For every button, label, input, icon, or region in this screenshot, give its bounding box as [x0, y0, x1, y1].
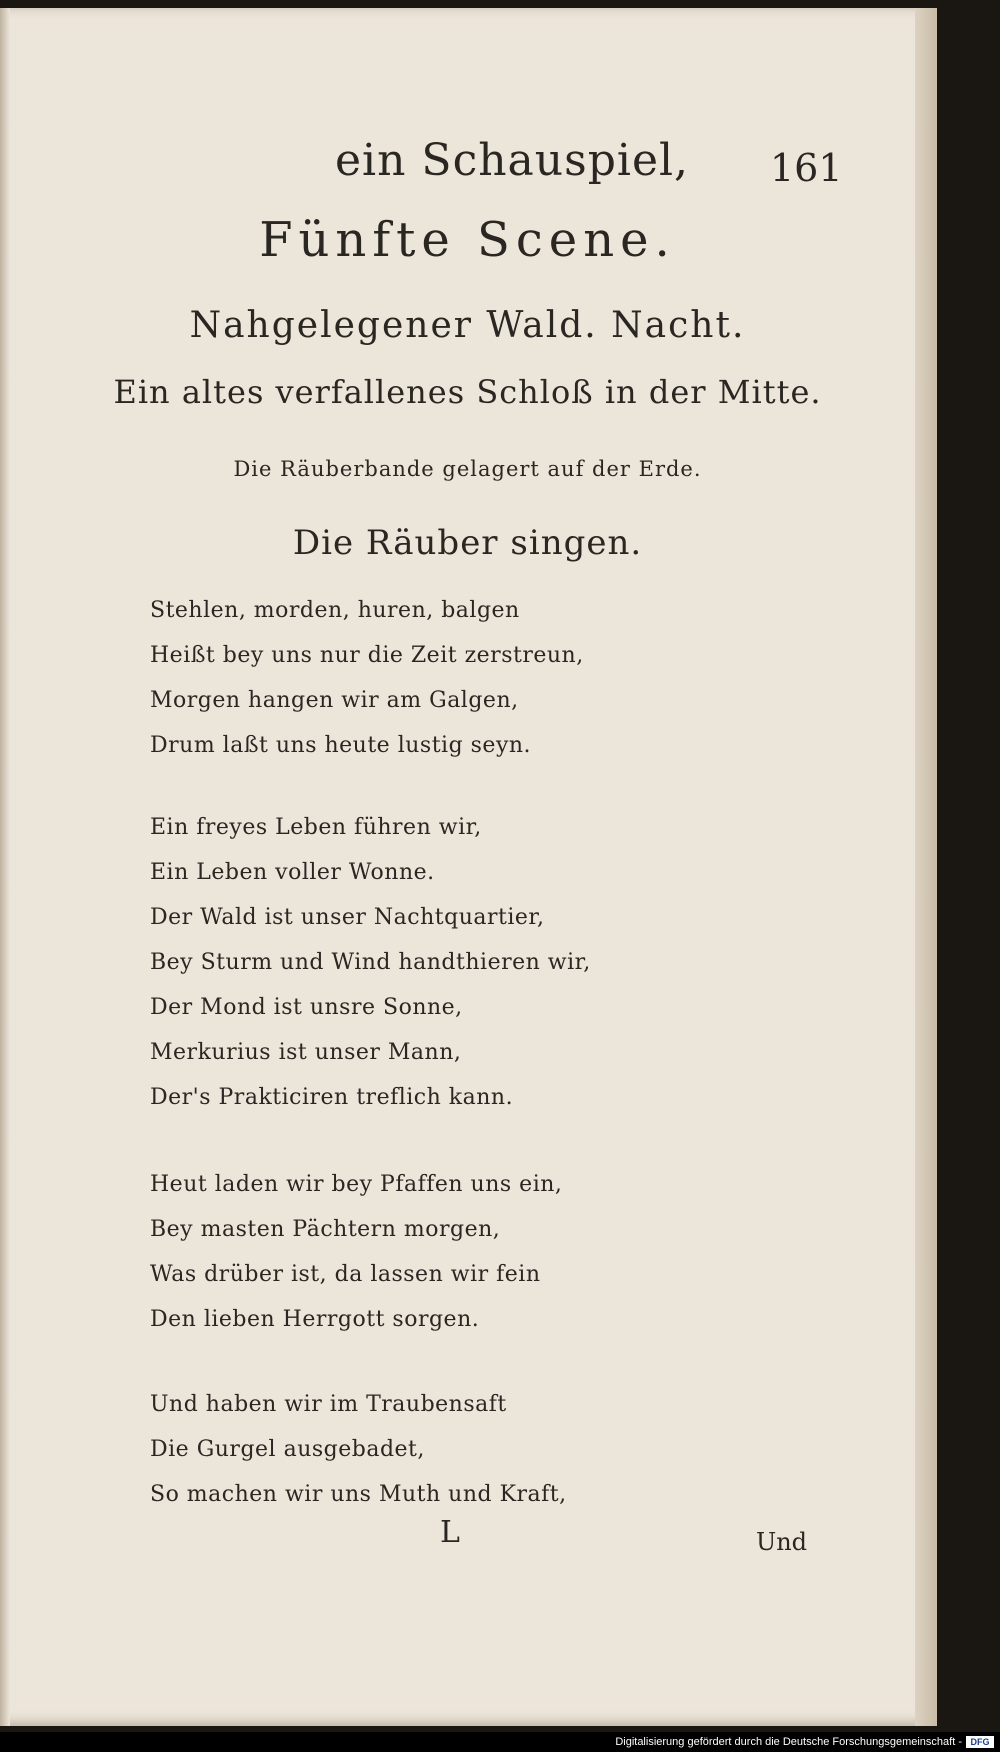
song-intro: Die Räuber singen.	[292, 523, 643, 563]
catchword: Und	[756, 1528, 808, 1556]
scene-title: Fünfte Scene.	[259, 212, 676, 268]
setting-line-1: Nahgelegener Wald. Nacht.	[189, 305, 746, 346]
footer-credit-text: Digitalisierung gefördert durch die Deutsche Forschungsgemeinschaft -	[615, 1736, 962, 1748]
verse-line: Bey masten Pächtern morgen,	[150, 1217, 501, 1242]
verse-line: Ein Leben voller Wonne.	[150, 860, 435, 885]
digitization-footer	[0, 1732, 1000, 1752]
page-number: 161	[770, 146, 843, 190]
verse-line: Der's Prakticiren treflich kann.	[150, 1085, 514, 1110]
verse-line: Heut laden wir bey Pfaffen uns ein,	[150, 1172, 563, 1197]
verse-line: Was drüber ist, da lassen wir fein	[150, 1262, 541, 1287]
verse-line: Den lieben Herrgott sorgen.	[150, 1307, 480, 1332]
verse-line: Drum laßt uns heute lustig seyn.	[150, 733, 532, 758]
verse-line: Bey Sturm und Wind handthieren wir,	[150, 950, 591, 975]
verse-line: So machen wir uns Muth und Kraft,	[150, 1482, 567, 1507]
verse-line: Merkurius ist unser Mann,	[150, 1040, 462, 1065]
setting-line-2: Ein altes verfallenes Schloß in der Mitte.	[113, 373, 822, 411]
running-head: ein Schauspiel,	[335, 135, 690, 186]
verse-line: Der Mond ist unsre Sonne,	[150, 995, 463, 1020]
verse-line: Ein freyes Leben führen wir,	[150, 815, 482, 840]
signature-mark: L	[440, 1515, 460, 1550]
stage-direction: Die Räuberbande gelagert auf der Erde.	[233, 457, 702, 481]
verse-line: Stehlen, morden, huren, balgen	[150, 598, 520, 623]
dfg-logo: DFG	[966, 1736, 994, 1748]
verse-line: Und haben wir im Traubensaft	[150, 1392, 507, 1417]
verse-line: Heißt bey uns nur die Zeit zerstreun,	[150, 643, 584, 668]
verse-line: Die Gurgel ausgebadet,	[150, 1437, 425, 1462]
verse-line: Der Wald ist unser Nachtquartier,	[150, 905, 545, 930]
verse-line: Morgen hangen wir am Galgen,	[150, 688, 519, 713]
